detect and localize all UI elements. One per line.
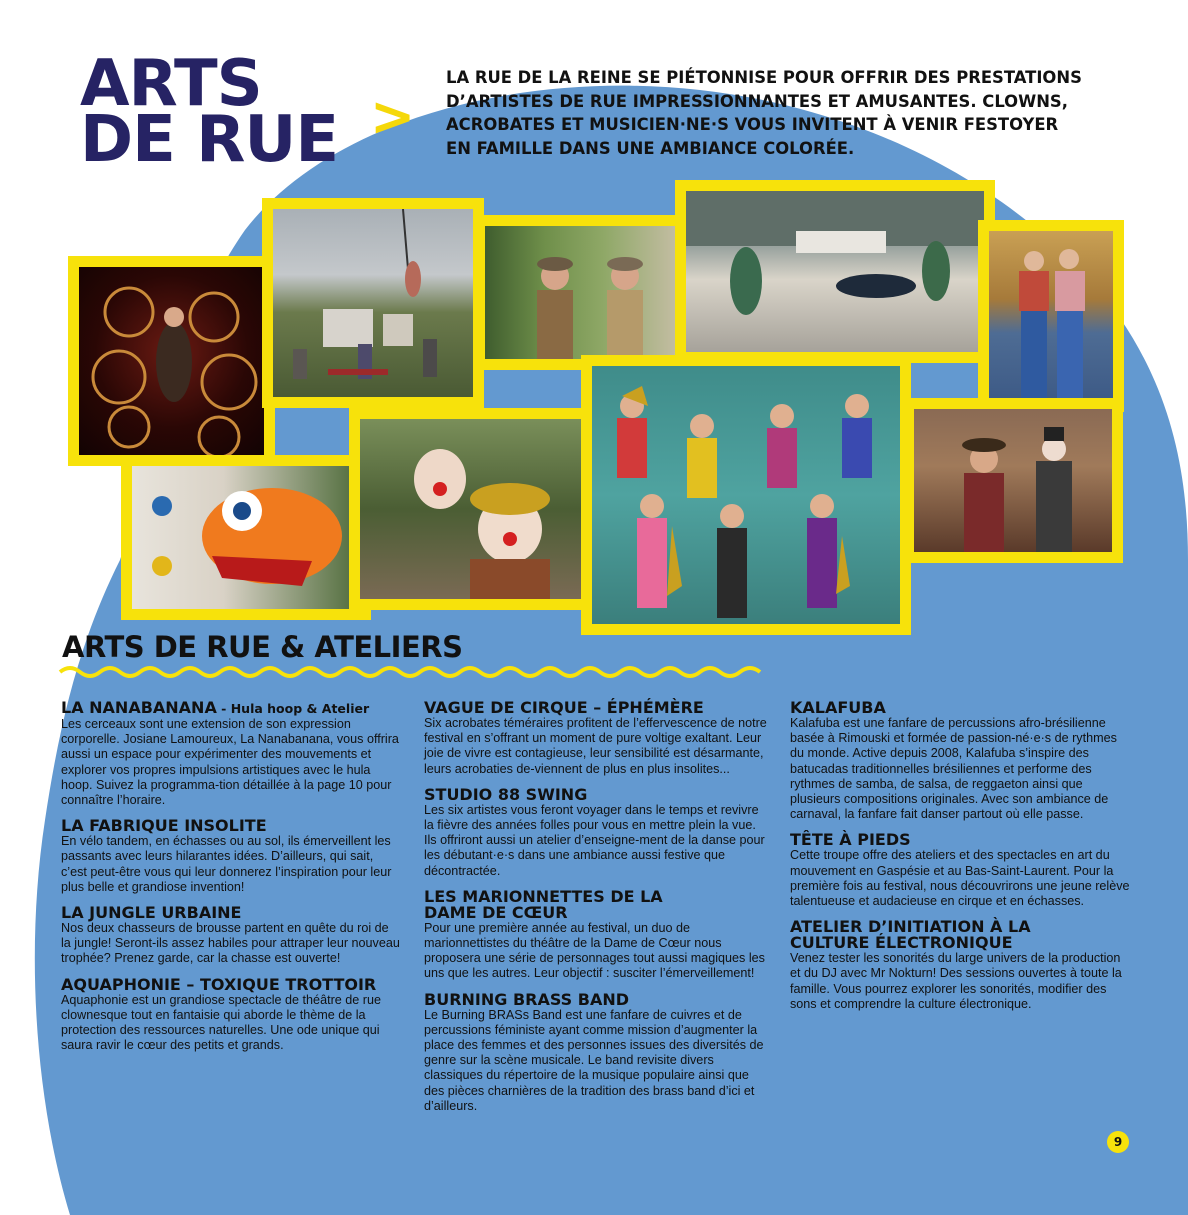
column-2 [424, 700, 769, 1124]
act-burning-brass-band [424, 989, 769, 1114]
act-title: LES MARIONNETTES DE LA DAME DE CŒUR [424, 886, 663, 922]
act-title: BURNING BRASS BAND [424, 989, 629, 1009]
act-title: STUDIO 88 SWING [424, 784, 588, 804]
photo-angler-puppet [121, 455, 371, 620]
act-title: TÊTE À PIEDS [790, 830, 911, 850]
act-title [61, 700, 401, 717]
act-title: VAGUE DE CIRQUE – ÉPHÉMÈRE [424, 698, 704, 717]
title-line-1: ARTS [80, 47, 262, 121]
column-1 [61, 700, 401, 1063]
column-3 [790, 700, 1133, 1022]
yellow-squiggle-underline [58, 664, 770, 680]
section-title: ARTS DE RUE & ATELIERS [62, 630, 463, 664]
act-description: Nos deux chasseurs de brousse partent en quête du roi de la jungle! Seront-ils assez habiles pour attraper leur nouveau trophée? Prenez garde, car la chasse est ouverte! [61, 921, 400, 966]
photo-aerial-circus [262, 198, 484, 408]
act-description: Les six artistes vous feront voyager dans le temps et revivre la fièvre des années folles pour vous en mettre plein la vue. Ils offriront aussi un atelier d’enseigne-ment de la danse pour les débutant·e·s dans une ambiance aussi festive que décontractée. [424, 802, 765, 878]
act-description: Kalafuba est une fanfare de percussions afro-brésilienne basée à Rimouski et formée de passion-né·e·s de rythmes du monde. Active depuis 2008, Kalafuba s’inspire des batucadas traditionnelles brésiliennes et performe des rythmes de samba, de salsa, de reggaeton ainsi que plusieurs compositions originales. Avec son ambiance de carnaval, la fanfare fait danser partout où elle passe. [790, 716, 1117, 822]
act-description: En vélo tandem, en échasses ou au sol, ils émerveillent les passants avec leurs hilarantes idées. D’ailleurs, qui sait, c’est peut-être vous qui leur donnerez l’inspiration pour leur plus belle et grandiose invention! [61, 834, 392, 894]
act-title: LA JUNGLE URBAINE [61, 903, 242, 923]
act-kalafuba [790, 700, 1133, 822]
act-marionnettes [424, 886, 769, 982]
act-aquaphonie [61, 974, 401, 1054]
act-title: AQUAPHONIE – TOXIQUE TROTTOIR [61, 974, 377, 994]
photo-stilt-walkers [978, 220, 1124, 412]
photo-jungle-urbaine [903, 398, 1123, 563]
photo-clowns [349, 408, 599, 610]
act-description: Venez tester les sonorités du large univers de la production et du DJ avec Mr Nokturn! Des sessions ouvertes à toute la famille. Vous pourrez explorer les sonorités, modifier des sons et comprendre la culture électronique. [790, 951, 1122, 1011]
act-title-text: LA NANABANANA [61, 698, 217, 717]
act-studio-88-swing [424, 784, 769, 879]
act-description: Six acrobates téméraires profitent de l’effervescence de notre festival en s’offrant un moment de pure voltige exaltant. Leur joie de vivre est contagieuse, leur sensibilité est désarmante, leurs acrobaties de-viennent de plus en plus insolites... [424, 716, 767, 776]
act-description: Pour une première année au festival, un duo de marionnettistes du théâtre de la Dame de Cœur nous proposera une série de personnages tout aussi magiques les uns que les autres. Leur objectif : susciter l’émerveillement! [424, 920, 765, 981]
act-description: Aquaphonie est un grandiose spectacle de théâtre de rue clownesque tout en fantaisie qui aborde le thème de la protection des ressources naturelles. Une ode unique qui saura ravir le cœur des petits et grands. [61, 992, 381, 1053]
act-subtitle: - Hula hoop & Atelier [216, 701, 370, 716]
photo-swing-dancers [675, 180, 995, 363]
act-description: Le Burning BRASs Band est une fanfare de cuivres et de percussions féministe ayant comme mission d’augmenter la place des femmes et des personnes issues des diversités de genre sur la scène musicale. Le band revisite divers classiques du répertoire de la musique populaire ainsi que des pièces charnières de la tradition des brass band d’ici et d’ailleurs. [424, 1007, 764, 1113]
act-title: ATELIER D’INITIATION À LA CULTURE ÉLECTRONIQUE [790, 917, 1031, 953]
act-tete-a-pieds [790, 832, 1133, 909]
act-title: KALAFUBA [790, 698, 886, 717]
title-line-2: DE RUE [80, 103, 339, 177]
act-la-jungle-urbaine [61, 905, 401, 967]
act-title: LA FABRIQUE INSOLITE [61, 816, 267, 836]
act-atelier-culture-electronique [790, 919, 1133, 1012]
page-number: 9 [1107, 1131, 1129, 1153]
page-title [80, 47, 339, 177]
act-description: Les cerceaux sont une extension de son expression corporelle. Josiane Lamoureux, La Nanabanana, vous offrira aussi un espace pour expérimenter des mouvements et explorer vos propres impulsions artistiques avec le hula hoop. Suivez la programma-tion détaillée à la page 10 pour connaître l’horaire. [61, 717, 399, 808]
act-vague-de-cirque [424, 700, 769, 777]
photo-hula-hoop [68, 256, 275, 466]
intro-text: LA RUE DE LA REINE SE PIÉTONNISE POUR OFFRIR DES PRESTATIONS D’ARTISTES DE RUE IMPRESSIONNANTES ET AMUSANTES. CLOWNS, ACROBATES ET MUSICIEN·NE·S VOUS INVITENT À VENIR FESTOYER EN FAMILLE DANS UNE AMBIANCE COLORÉE. [446, 68, 1082, 158]
act-description: Cette troupe offre des ateliers et des spectacles en art du mouvement en Gaspésie et au Bas-Saint-Laurent. Pour la première fois au festival, nous découvrirons une jeune relève talentueuse et audacieuse en cirque et en échasses. [790, 848, 1130, 909]
chevron-right-icon: > [370, 85, 416, 148]
act-la-nanabanana [61, 700, 401, 808]
photo-fabrique-insolite [474, 215, 694, 370]
photo-brass-band [581, 355, 911, 635]
act-la-fabrique-insolite [61, 818, 401, 895]
